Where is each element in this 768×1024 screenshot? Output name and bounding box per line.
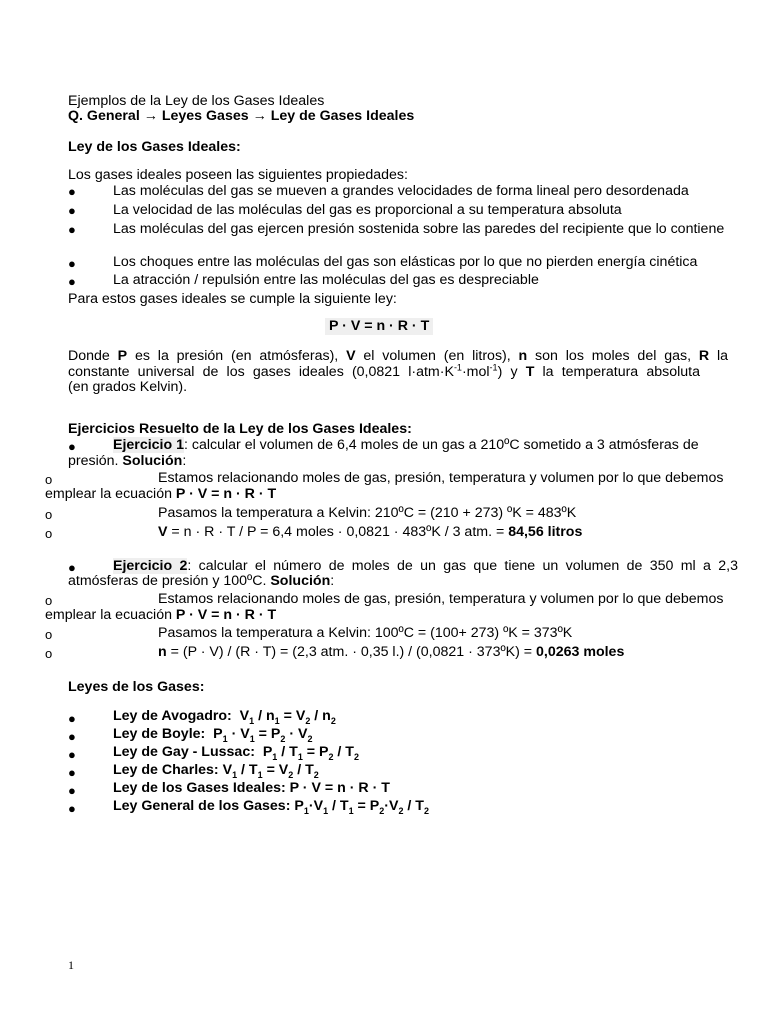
page-number: 1 bbox=[68, 958, 74, 972]
solution-step: Estamos relacionando moles de gas, presión, temperatura y volumen por lo que debemos bbox=[158, 591, 724, 607]
solution-step: emplear la ecuación P · V = n · R · T bbox=[45, 607, 277, 623]
bullet-icon: ● bbox=[68, 203, 76, 218]
breadcrumb-separator: → bbox=[139, 108, 162, 124]
solution-step: Estamos relacionando moles de gas, presión, temperatura y volumen por lo que debemos bbox=[158, 470, 724, 486]
result-value: 0,0263 moles bbox=[536, 644, 625, 660]
result-value: 84,56 litros bbox=[508, 524, 583, 540]
intro-text: Los gases ideales poseen las siguientes propiedades: bbox=[68, 167, 408, 183]
exercise-statement: Ejercicio 2: calcular el número de moles de un gas que tiene un volumen de 350 ml a 2,3 bbox=[113, 558, 738, 574]
property-item: Los choques entre las moléculas del gas son elásticas por lo que no pierden energía cinética bbox=[113, 254, 698, 270]
property-item: Las moléculas del gas se mueven a grandes velocidades de forma lineal pero desordenada bbox=[113, 183, 689, 199]
law-charles: Ley de Charles: $V_1 / T_1 = V_2 / T_2$ bbox=[113, 762, 319, 780]
breadcrumb-separator: → bbox=[248, 108, 271, 124]
law-gases-ideales: Ley de los Gases Ideales: P · V = n · R · T bbox=[113, 780, 390, 796]
circle-bullet-icon: o bbox=[45, 526, 53, 541]
bullet-icon: ● bbox=[68, 222, 76, 237]
circle-bullet-icon: o bbox=[45, 646, 53, 661]
exercise-statement: Ejercicio 1: calcular el volumen de 6,4 moles de un gas a 210ºC sometido a 3 atmósferas de bbox=[113, 437, 699, 453]
exercise-label: Ejercicio 1 bbox=[113, 437, 184, 453]
breadcrumb-item-gases-ideales: Ley de Gases Ideales bbox=[270, 108, 415, 124]
bullet-icon: ● bbox=[68, 274, 76, 289]
circle-bullet-icon: o bbox=[45, 507, 53, 522]
property-item: La velocidad de las moléculas del gas es proporcional a su temperatura absoluta bbox=[113, 202, 622, 218]
bullet-icon: ● bbox=[68, 184, 76, 199]
circle-bullet-icon: o bbox=[45, 593, 53, 608]
exercise-statement: atmósferas de presión y 100ºC. Solución: bbox=[68, 573, 335, 589]
bullet-icon: ● bbox=[68, 801, 76, 816]
bullet-icon: ● bbox=[68, 560, 76, 575]
definition-line: constante universal de los gases ideales (0,0821 $l\cdot atm\cdot K^{-1}\cdot mol^{-1}$) y T la temperatura absoluta bbox=[68, 362, 700, 380]
solution-step: emplear la ecuación P · V = n · R · T bbox=[45, 486, 277, 502]
breadcrumb-item-general: Q. General bbox=[68, 108, 140, 124]
bullet-icon: ● bbox=[68, 439, 76, 454]
bullet-icon: ● bbox=[68, 711, 76, 726]
solution-step: V = n · R · T / P = 6,4 moles · 0,0821 · 483ºK / 3 atm. = 84,56 litros bbox=[158, 524, 583, 540]
law-avogadro: Ley de Avogadro: $V_1 / n_1 = V_2 / n_2$ bbox=[113, 708, 336, 726]
property-item: La atracción / repulsión entre las moléculas del gas es despreciable bbox=[113, 272, 539, 288]
bullet-icon: ● bbox=[68, 765, 76, 780]
definition-line: Donde P es la presión (en atmósferas), V el volumen (en litros), n son los moles del gas, R la bbox=[68, 348, 729, 364]
rule-intro: Para estos gases ideales se cumple la siguiente ley: bbox=[68, 291, 397, 307]
law-boyle: Ley de Boyle: $P_1 \cdot V_1 = P_2 \cdot V_2$ bbox=[113, 726, 313, 744]
document-title: Ejemplos de la Ley de los Gases Ideales bbox=[68, 93, 325, 109]
breadcrumb-item-leyes-gases: Leyes Gases bbox=[161, 108, 249, 124]
section-heading: Ejercicios Resuelto de la Ley de los Gases Ideales: bbox=[68, 421, 412, 437]
solution-step: n = (P · V) / (R · T) = (2,3 atm. · 0,35 l.) / (0,0821 · 373ºK) = 0,0263 moles bbox=[158, 644, 625, 660]
bullet-icon: ● bbox=[68, 747, 76, 762]
property-item: Las moléculas del gas ejercen presión sostenida sobre las paredes del recipiente que lo contiene bbox=[113, 221, 725, 237]
solution-step: Pasamos la temperatura a Kelvin: 210ºC = (210 + 273) ºK = 483ºK bbox=[158, 505, 577, 521]
bullet-icon: ● bbox=[68, 783, 76, 798]
law-gay-lussac: Ley de Gay - Lussac: $P_1 / T_1 = P_2 / T_2$ bbox=[113, 744, 359, 762]
solution-step: Pasamos la temperatura a Kelvin: 100ºC = (100+ 273) ºK = 373ºK bbox=[158, 625, 573, 641]
circle-bullet-icon: o bbox=[45, 627, 53, 642]
bullet-icon: ● bbox=[68, 729, 76, 744]
breadcrumb bbox=[68, 108, 414, 125]
section-heading: Leyes de los Gases: bbox=[68, 679, 205, 695]
definition-line: (en grados Kelvin). bbox=[68, 379, 188, 395]
law-general: Ley General de los Gases: $P_1\cdot V_1 / T_1 = P_2\cdot V_2 / T_2$ bbox=[113, 798, 429, 816]
ideal-gas-formula: P · V = n · R · T bbox=[325, 318, 433, 335]
exercise-label: Ejercicio 2 bbox=[113, 558, 188, 574]
exercise-statement: presión. Solución: bbox=[68, 453, 187, 469]
bullet-icon: ● bbox=[68, 256, 76, 271]
section-heading: Ley de los Gases Ideales: bbox=[68, 139, 241, 155]
circle-bullet-icon: o bbox=[45, 472, 53, 487]
